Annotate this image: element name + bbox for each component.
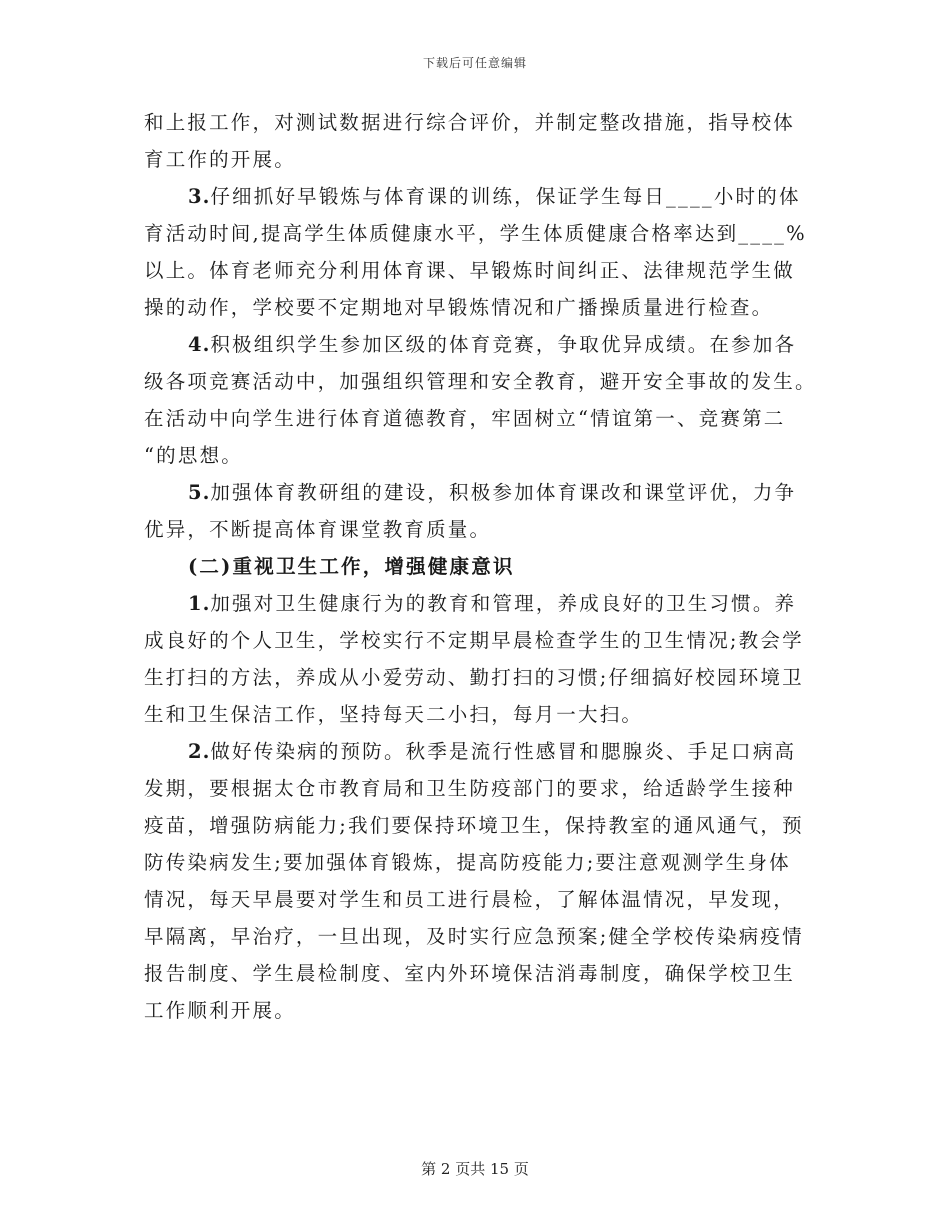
text-line: 育活动时间,提高学生体质健康水平，学生体质健康合格率达到____% bbox=[144, 222, 807, 245]
text-line: 操的动作，学校要不定期地对早锻炼情况和广播操质量进行检查。 bbox=[144, 296, 774, 319]
text-line: 情况，每天早晨要对学生和员工进行晨检，了解体温情况，早发现， bbox=[144, 888, 796, 911]
list-item-1: 1.加强对卫生健康行为的教育和管理，养成良好的卫生习惯。养 bbox=[188, 592, 797, 615]
text-line: 优异，不断提高体育课堂教育质量。 bbox=[144, 518, 492, 541]
text-line: 在活动中向学生进行体育道德教育，牢固树立“情谊第一、竞赛第二 bbox=[144, 407, 786, 430]
text-line: 以上。体育老师充分利用体育课、早锻炼时间纠正、法律规范学生做 bbox=[144, 259, 796, 282]
text-line: 和上报工作，对测试数据进行综合评价，并制定整改措施，指导校体 bbox=[144, 111, 796, 134]
page-header: 下载后可任意编辑 bbox=[422, 56, 527, 70]
text-line: 级各项竞赛活动中，加强组织管理和安全教育，避开安全事故的发生。 bbox=[144, 370, 817, 393]
text-line: 疫苗，增强防病能力;我们要保持环境卫生，保持教室的通风通气，预 bbox=[144, 814, 804, 837]
text-line: 育工作的开展。 bbox=[144, 148, 296, 171]
text-line: “的思想。 bbox=[144, 444, 243, 467]
text-line: 防传染病发生;要加强体育锻炼，提高防疫能力;要注意观测学生身体 bbox=[144, 851, 791, 874]
text-line: 生和卫生保洁工作，坚持每天二小扫，每月一大扫。 bbox=[144, 703, 644, 726]
section-heading: (二)重视卫生工作，增强健康意识 bbox=[188, 555, 515, 578]
text-line: 生打扫的方法，养成从小爱劳动、勤打扫的习惯;仔细搞好校园环境卫 bbox=[144, 666, 804, 689]
text-line: 发期，要根据太仓市教育局和卫生防疫部门的要求，给适龄学生接种 bbox=[144, 777, 796, 800]
text-line: 成良好的个人卫生，学校实行不定期早晨检查学生的卫生情况;教会学 bbox=[144, 629, 804, 652]
list-item-4: 4.积极组织学生参加区级的体育竞赛，争取优异成绩。在参加各 bbox=[188, 333, 797, 356]
item-number: 3. bbox=[188, 185, 211, 208]
item-number: 5. bbox=[188, 481, 211, 504]
page-footer: 第 2 页共 15 页 bbox=[421, 1160, 529, 1178]
list-item-5: 5.加强体育教研组的建设，积极参加体育课改和课堂评优，力争 bbox=[188, 481, 797, 504]
item-number: 4. bbox=[188, 333, 211, 356]
list-item-2: 2.做好传染病的预防。秋季是流行性感冒和腮腺炎、手足口病高 bbox=[188, 740, 797, 763]
text-line: 工作顺利开展。 bbox=[144, 999, 296, 1022]
document-body bbox=[144, 104, 817, 1029]
text-line: 报告制度、学生晨检制度、室内外环境保洁消毒制度，确保学校卫生 bbox=[144, 962, 796, 985]
text-line: 早隔离，早治疗，一旦出现，及时实行应急预案;健全学校传染病疫情 bbox=[144, 925, 804, 948]
list-item-3: 3.仔细抓好早锻炼与体育课的训练，保证学生每日____小时的体 bbox=[188, 185, 801, 208]
item-number: 1. bbox=[188, 592, 211, 615]
item-number: 2. bbox=[188, 740, 211, 763]
